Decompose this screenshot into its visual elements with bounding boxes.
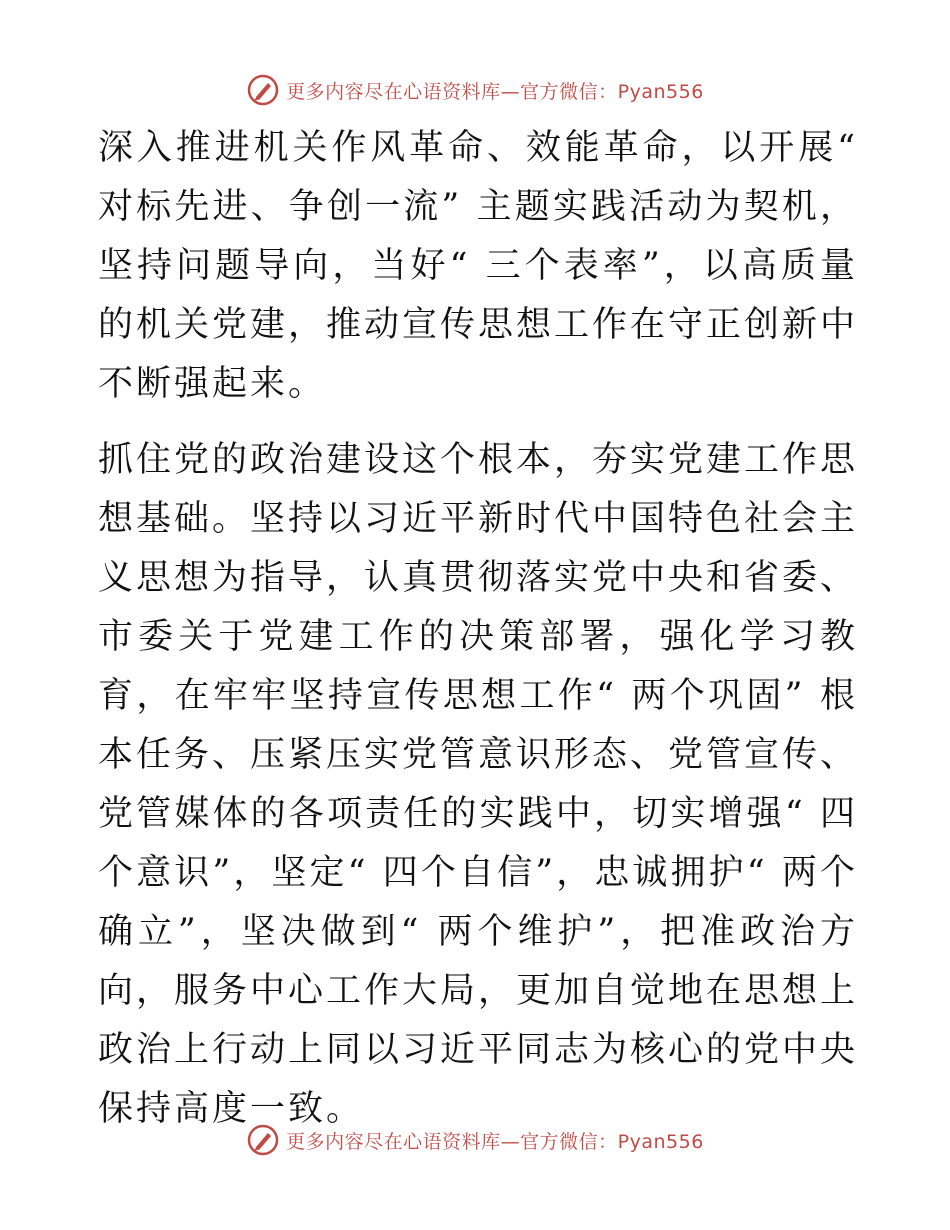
fountain-pen-logo-icon bbox=[246, 73, 280, 107]
document-body bbox=[98, 119, 858, 1139]
footer-watermark bbox=[0, 1120, 950, 1160]
watermark-text: 更多内容尽在心语资料库—官方微信：Pyan556 bbox=[286, 80, 704, 103]
watermark-text: 更多内容尽在心语资料库—官方微信：Pyan556 bbox=[286, 1130, 704, 1153]
paragraph-1: 深入推进机关作风革命、效能革命，以开展“ 对标先进、争创一流” 主题实践活动为契机，坚持问题导向，当好“ 三个表率”，以高质量的机关党建，推动宣传思想工作在守正创新中不断强起来。 bbox=[98, 128, 859, 404]
paragraph-2: 抓住党的政治建设这个根本，夯实党建工作思想基础。坚持以习近平新时代中国特色社会主义思想为指导，认真贯彻落实党中央和省委、市委关于党建工作的决策部署，强化学习教育，在牢牢坚持宣传思想工作“ 两个巩固” 根本任务、压紧压实党管意识形态、党管宣传、党管媒体的各项责任的实践中，切实增强“ 四个意识”，坚定“ 四个自信”，忠诚拥护“ 两个确立”，坚决做到“ 两个维护”，把准政治方向，服务中心工作大局，更加自觉地在思想上政治上行动上同以习近平同志为核心的党中央保持高度一致。 bbox=[98, 440, 859, 1129]
header-watermark bbox=[0, 70, 950, 110]
fountain-pen-logo-icon bbox=[246, 1123, 280, 1157]
